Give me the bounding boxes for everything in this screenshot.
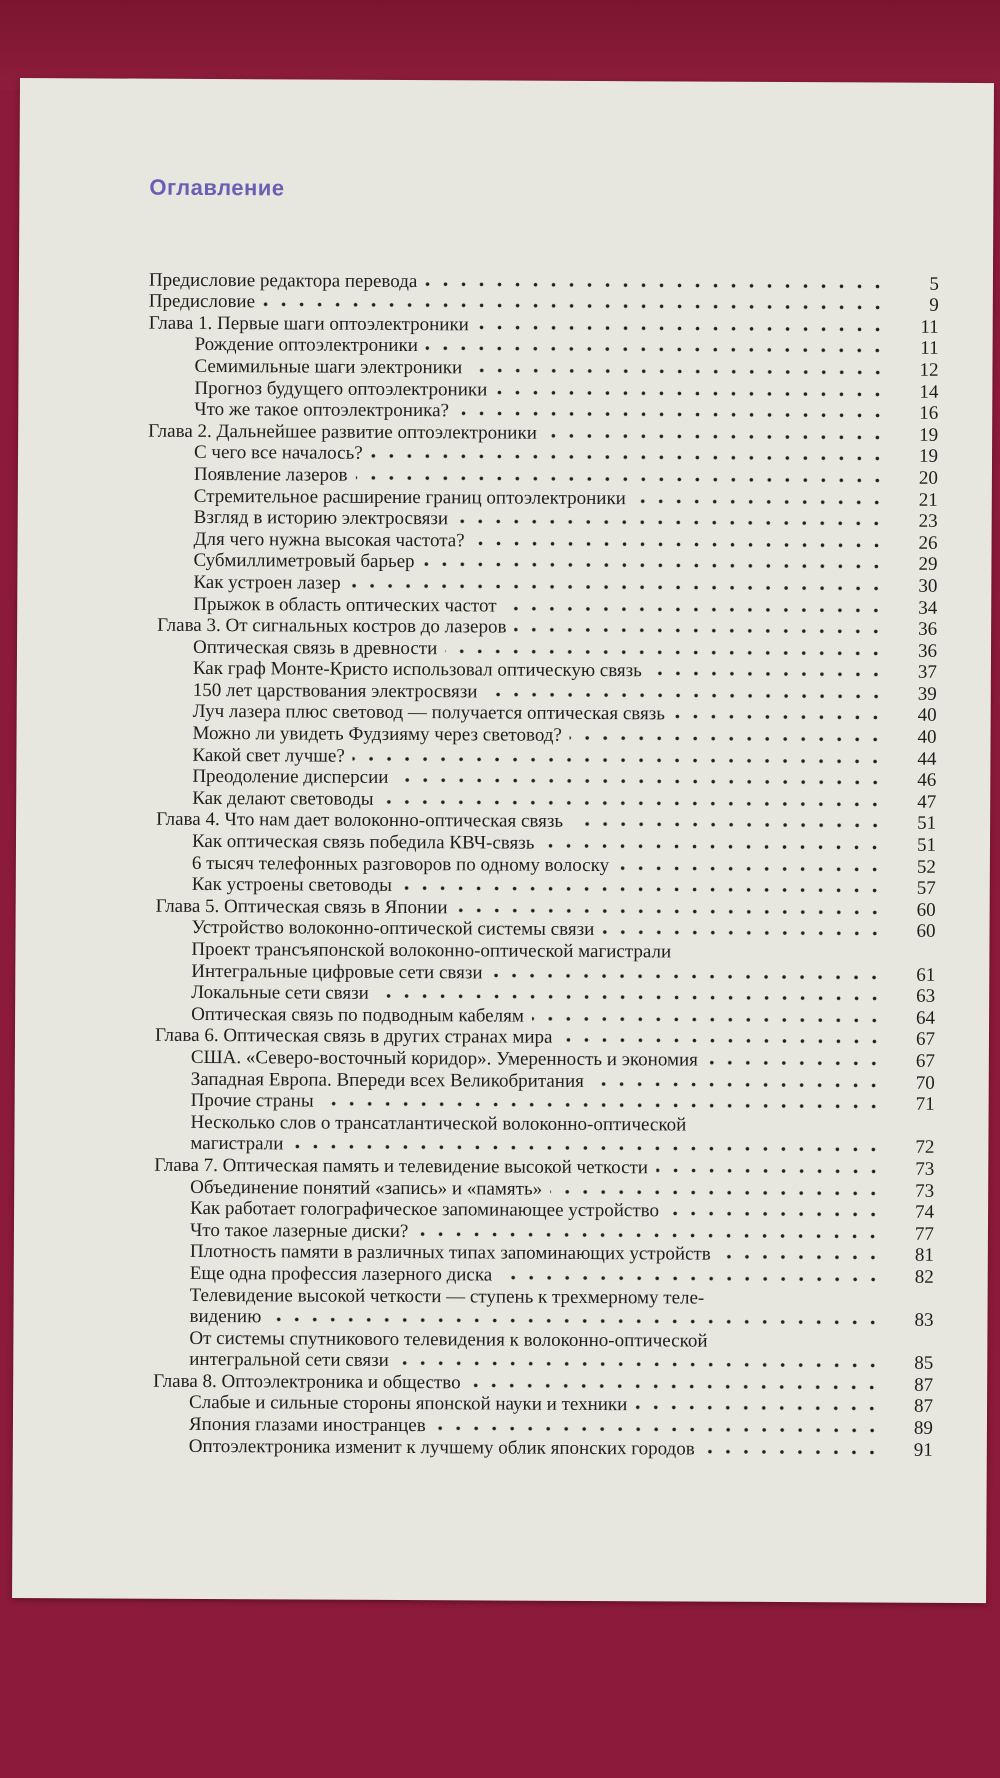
dot-leader (617, 865, 884, 872)
entry-title: Как устроены световоды (191, 874, 393, 897)
entry-page-number: 91 (913, 1439, 933, 1461)
entry-title: Оптоэлектроника изменит к лучшему облик японских городов (188, 1435, 695, 1460)
entry-title: Как оптическая связь победила КВЧ-связь (191, 830, 535, 854)
entry-title: Предисловие (148, 290, 256, 313)
toc-chapter-entry (149, 269, 939, 295)
entry-title: Взгляд в историю электросвязи (193, 507, 449, 530)
entry-title: Прочие страны (190, 1090, 314, 1112)
entry-title: Как устроен лазер (193, 571, 341, 594)
entry-title: Что такое лазерные диски? (189, 1219, 409, 1242)
entry-title: Глава 7. Оптическая память и телевидение высокой четкости (154, 1154, 649, 1179)
entry-title: От системы спутникового телевидения к волоконно-оптической (189, 1327, 708, 1352)
toc-heading: Оглавление (149, 174, 285, 201)
entry-title: Прыжок в область оптических частот (193, 593, 497, 617)
entry-title: видению (189, 1305, 262, 1328)
dot-leader (477, 324, 887, 332)
entry-title: Несколько слов о трансатлантической волоконно-оптической (190, 1111, 687, 1136)
entry-title: Объединение понятий «запись» и «память» (190, 1176, 543, 1200)
dot-leader (445, 648, 885, 656)
entry-title: Слабые и сильные стороны японской науки и техники (189, 1392, 628, 1416)
dot-leader (532, 1015, 883, 1023)
table-of-contents (143, 269, 939, 1461)
dot-leader (396, 777, 884, 786)
entry-page-number: 77 (914, 1223, 935, 1245)
dot-leader (291, 1144, 882, 1153)
entry-page-number: 14 (919, 381, 939, 403)
entry-page-number: 83 (914, 1309, 934, 1331)
dot-leader (377, 993, 883, 1002)
entry-title: Луч лазера плюс световод — получается оптическая связь (192, 701, 665, 725)
dot-leader (400, 885, 884, 894)
entry-title: Какой свет лучше? (192, 744, 345, 767)
dot-leader (416, 1231, 882, 1239)
entry-page-number: 37 (917, 661, 937, 684)
entry-page-number: 46 (917, 769, 937, 792)
dot-leader (349, 583, 886, 592)
dot-leader (656, 1167, 882, 1174)
dot-leader (269, 1316, 881, 1325)
entry-page-number: 64 (916, 1007, 936, 1029)
dot-leader (469, 1382, 882, 1390)
entry-page-number: 23 (918, 510, 938, 532)
dot-leader (570, 735, 885, 743)
entry-page-number: 73 (915, 1180, 935, 1202)
entry-page-number: 89 (913, 1417, 933, 1439)
entry-title: Япония глазами иностранцев (188, 1413, 426, 1437)
dot-leader (322, 1101, 883, 1110)
dot-leader (635, 1405, 881, 1412)
entry-page-number: 19 (919, 424, 939, 446)
entry-page-number: 60 (916, 899, 936, 921)
entry-page-number: 52 (916, 856, 936, 878)
dot-leader (473, 540, 886, 548)
entry-title: магистрали (190, 1133, 284, 1155)
dot-leader (371, 453, 886, 462)
entry-title: Проект трансъяпонской волоконно-оптической магистрали (191, 938, 672, 963)
entry-title: Как работает голографическое запоминающее устройство (190, 1198, 660, 1222)
dot-leader (550, 1188, 882, 1196)
entry-title: Прогноз будущего оптоэлектроники (194, 377, 488, 401)
entry-page-number: 26 (918, 532, 938, 554)
dot-leader (719, 1254, 882, 1261)
entry-page-number: 81 (914, 1245, 934, 1267)
dot-leader (703, 1448, 881, 1455)
entry-page-number: 67 (915, 1029, 936, 1051)
entry-page-number: 73 (915, 1158, 935, 1180)
entry-title: Глава 6. Оптическая связь в других странах мира (154, 1025, 553, 1049)
dot-leader (355, 475, 885, 484)
entry-page-number: 34 (918, 597, 938, 619)
entry-title: интегральной сети связи (189, 1349, 389, 1372)
entry-page-number: 11 (920, 338, 939, 360)
entry-title: Что же такое оптоэлектроника? (194, 399, 450, 422)
entry-title: Глава 1. Первые шаги оптоэлектроники (148, 312, 469, 336)
dot-leader (457, 410, 886, 418)
entry-page-number: 16 (919, 402, 939, 424)
entry-page-number: 72 (915, 1137, 935, 1159)
entry-page-number: 63 (916, 985, 936, 1007)
dot-leader (716, 1340, 882, 1347)
entry-page-number: 44 (917, 748, 937, 770)
entry-page-number: 61 (916, 964, 936, 986)
entry-page-number: 47 (917, 791, 937, 813)
entry-title: Предисловие редактора перевода (148, 269, 418, 292)
dot-leader (382, 799, 885, 808)
entry-title: Глава 2. Дальнейшее развитие оптоэлектроники (148, 420, 537, 444)
dot-leader (561, 1037, 883, 1045)
entry-title: Плотность памяти в различных типах запоминающих устройств (189, 1241, 711, 1265)
dot-leader (456, 907, 884, 915)
dot-leader (500, 1274, 881, 1282)
dot-leader (353, 755, 885, 764)
entry-title: США. «Северо-восточный коридор». Умеренность и экономия (190, 1046, 698, 1071)
dot-leader (514, 627, 885, 635)
dot-leader (495, 389, 886, 397)
dot-leader (694, 1124, 882, 1131)
entry-title: Семимильные шаги электроники (194, 355, 463, 379)
dot-leader (712, 1297, 881, 1304)
entry-page-number: 36 (918, 618, 938, 640)
entry-page-number: 9 (929, 294, 939, 317)
entry-page-number: 87 (914, 1396, 934, 1418)
dot-leader (491, 972, 884, 980)
dot-leader (425, 281, 887, 289)
entry-title: Как делают световоды (192, 787, 374, 810)
entry-title: Локальные сети связи (191, 982, 369, 1005)
dot-leader (545, 433, 886, 441)
entry-title: С чего все началось? (193, 442, 363, 465)
entry-title: Появление лазеров (193, 463, 348, 486)
entry-page-number: 51 (917, 813, 937, 835)
entry-page-number: 12 (919, 359, 939, 381)
entry-page-number: 40 (917, 726, 937, 748)
entry-title: Глава 3. От сигнальных костров до лазеров (157, 614, 507, 638)
dot-leader (397, 1360, 881, 1369)
entry-page-number: 70 (915, 1072, 935, 1094)
entry-page-number: 82 (914, 1266, 934, 1288)
entry-title: Телевидение высокой четкости — ступень к трехмерному теле- (189, 1284, 705, 1309)
entry-page-number: 30 (918, 575, 938, 597)
entry-title: Еще одна профессия лазерного диска (189, 1262, 493, 1286)
toc-section-entry (144, 1284, 934, 1310)
entry-page-number: 74 (915, 1201, 935, 1223)
entry-page-number: 29 (918, 554, 938, 576)
entry-page-number: 11 (920, 316, 939, 338)
dot-leader (426, 346, 887, 354)
entry-title: Глава 8. Оптоэлектроника и общество (153, 1370, 461, 1394)
entry-page-number: 39 (917, 683, 937, 705)
entry-page-number: 5 (929, 273, 939, 295)
entry-title: Рождение оптоэлектроники (194, 334, 418, 357)
dot-leader (505, 605, 886, 613)
dot-leader (470, 367, 886, 375)
entry-page-number: 60 (916, 921, 936, 943)
entry-page-number: 67 (915, 1050, 935, 1072)
dot-leader (592, 1081, 883, 1089)
entry-title: Оптическая связь по подводным кабелям (191, 1003, 524, 1027)
entry-page-number: 85 (914, 1352, 934, 1375)
entry-page-number: 21 (918, 489, 938, 511)
entry-page-number: 71 (915, 1093, 935, 1115)
dot-leader (434, 1425, 881, 1433)
dot-leader (456, 518, 886, 526)
entry-title: Оптическая связь в древности (192, 636, 438, 659)
dot-leader (602, 929, 883, 936)
entry-title: Интегральные цифровые сети связи (191, 960, 483, 984)
entry-title: Западная Европа. Впереди всех Великобритания (190, 1068, 584, 1092)
dot-leader (423, 561, 886, 569)
book-page (12, 78, 994, 1603)
fabric-background (0, 0, 1000, 90)
entry-page-number: 57 (916, 877, 936, 900)
dot-leader (679, 951, 883, 958)
entry-page-number: 40 (917, 705, 937, 727)
entry-page-number: 87 (914, 1374, 934, 1396)
entry-title: Глава 4. Что нам дает волоконно-оптическая связь (156, 809, 564, 833)
entry-title: Как граф Монте-Кристо использовал оптическую связь (192, 658, 642, 682)
dot-leader (706, 1060, 883, 1067)
toc-section-entry (143, 1435, 933, 1461)
entry-page-number: 51 (916, 834, 937, 856)
dot-leader (673, 714, 885, 721)
dot-leader (571, 821, 884, 829)
entry-title: Субмиллиметровый барьер (193, 550, 415, 573)
entry-title: Преодоление дисперсии (192, 766, 389, 789)
entry-title: Можно ли увидеть Фудзияму через световод? (192, 722, 562, 746)
entry-title: Для чего нужна высокая частота? (193, 528, 465, 552)
entry-title: Глава 5. Оптическая связь в Японии (155, 895, 448, 919)
dot-leader (650, 671, 885, 678)
dot-leader (485, 691, 884, 699)
entry-title: Стремительное расширение границ оптоэлектроники (193, 485, 626, 509)
dot-leader (634, 498, 886, 505)
entry-page-number: 36 (917, 640, 938, 662)
dot-leader (263, 301, 887, 310)
dot-leader (542, 843, 884, 851)
entry-title: 150 лет царствования электросвязи (192, 679, 478, 703)
entry-page-number: 19 (918, 446, 939, 468)
entry-title: 6 тысяч телефонных разговоров по одному волоску (191, 852, 610, 876)
dot-leader (667, 1211, 882, 1218)
entry-page-number: 20 (918, 467, 938, 489)
entry-title: Устройство волоконно-оптической системы связи (191, 917, 595, 941)
